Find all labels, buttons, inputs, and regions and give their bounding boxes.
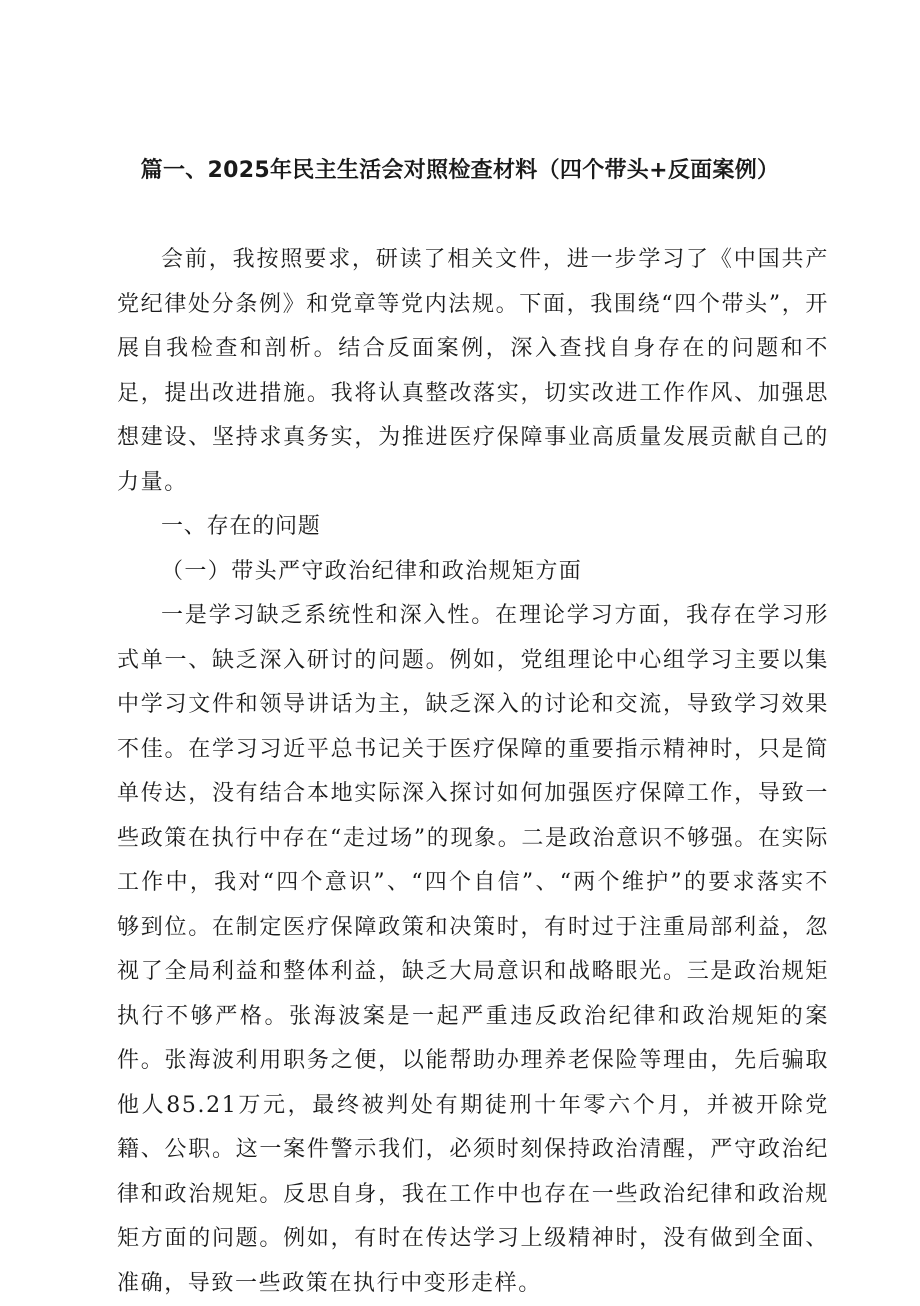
section-heading: 一、存在的问题 [161,514,321,539]
intro-paragraph: 会前，我按照要求，研读了相关文件，进一步学习了《中国共产党纪律处分条例》和党章等党内法规。下面，我围绕“四个带头”，开展自我检查和剖析。结合反面案例，深入查找自身存在的问题和不足，提出改进措施。我将认真整改落实，切实改进工作作风、加强思想建设、坚持求真务实，为推进医疗保障事业高质量发展贡献自己的力量。 [117,247,829,495]
document-body [117,238,829,1306]
subsection-heading: （一）带头严守政治纪律和政治规矩方面 [161,558,583,584]
body-paragraph: 一是学习缺乏系统性和深入性。在理论学习方面，我存在学习形式单一、缺乏深入研讨的问题。例如，党组理论中心组学习主要以集中学习文件和领导讲话为主，缺乏深入的讨论和交流，导致学习效果不佳。在学习习近平总书记关于医疗保障的重要指示精神时，只是简单传达，没有结合本地实际深入探讨如何加强医疗保障工作，导致一些政策在执行中存在“走过场”的现象。二是政治意识不够强。在实际工作中，我对“四个意识”、“四个自信”、“两个维护”的要求落实不够到位。在制定医疗保障政策和决策时，有时过于注重局部利益，忽视了全局利益和整体利益，缺乏大局意识和战略眼光。三是政治规矩执行不够严格。张海波案是一起严重违反政治纪律和政治规矩的案件。张海波利用职务之便，以能帮助办理养老保险等理由，先后骗取他人85.21万元，最终被判处有期徒刑十年零六个月，并被开除党籍、公职。这一案件警示我们，必须时刻保持政治清醒，严守政治纪律和政治规矩。反思自身，我在工作中也存在一些政治纪律和政治规矩方面的问题。例如，有时在传达学习上级精神时，没有做到全面、准确，导致一些政策在执行中变形走样。 [117,603,829,1296]
document-title: 篇一、2025年民主生活会对照检查材料（四个带头+反面案例） [140,158,780,183]
